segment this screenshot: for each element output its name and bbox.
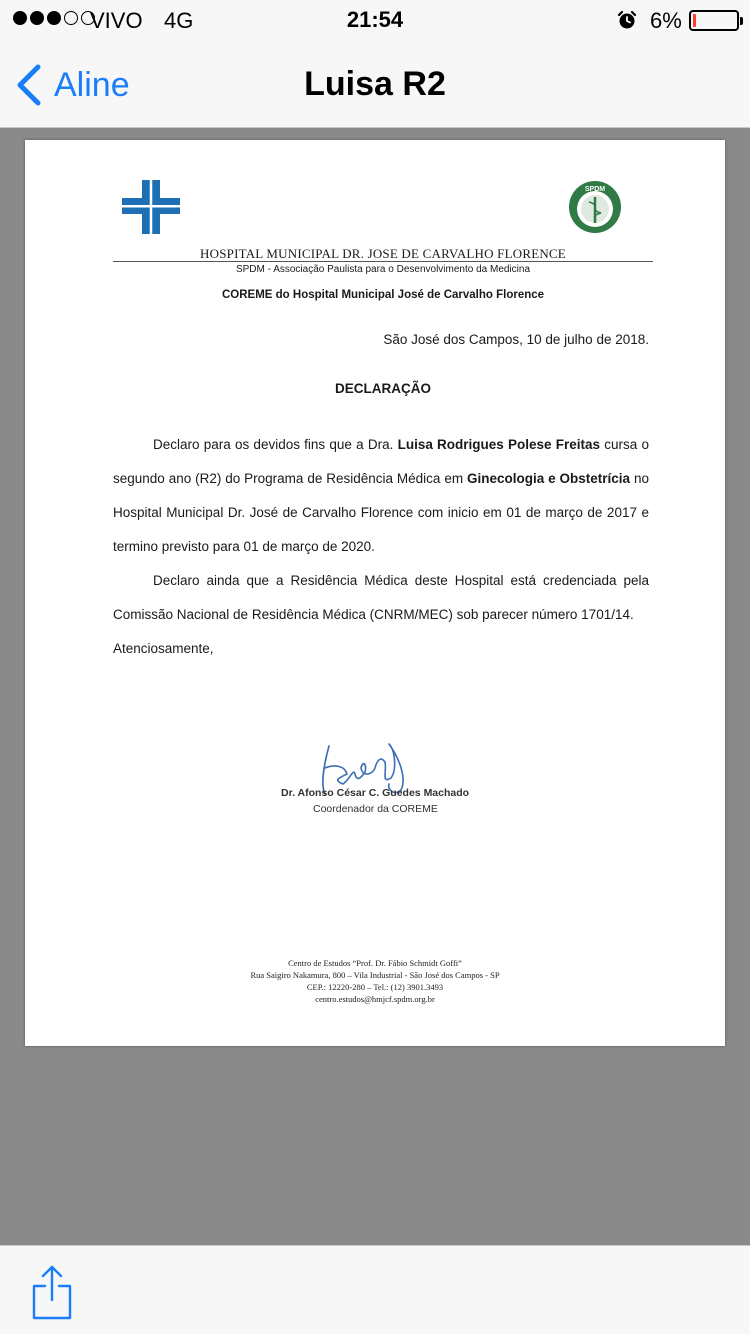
svg-text:SPDM: SPDM — [584, 186, 606, 193]
resident-name: Luisa Rodrigues Polese Freitas — [397, 437, 601, 452]
date-line: São José dos Campos, 10 de julho de 2018. — [383, 332, 649, 347]
document-footer — [125, 957, 625, 1005]
clock: 21:54 — [346, 7, 404, 32]
share-icon[interactable] — [30, 1264, 74, 1320]
spdm-logo — [568, 180, 622, 234]
footer-line: centro.estudos@hmjcf.spdm.org.br — [315, 994, 435, 1004]
alarm-clock-icon — [617, 10, 637, 30]
status-bar — [0, 0, 750, 40]
navigation-bar — [0, 40, 750, 128]
declaration-title: DECLARAÇÃO — [335, 381, 431, 396]
battery-percent: 6% — [650, 8, 682, 33]
paragraph-1 — [113, 428, 649, 564]
coreme-heading: COREME do Hospital Municipal José de Carvalho Florence — [221, 289, 545, 301]
signer-role: Coordenador da COREME — [313, 803, 438, 815]
bottom-toolbar — [0, 1245, 750, 1334]
document-page[interactable] — [25, 140, 725, 1046]
declaration-body — [113, 428, 649, 666]
hospital-name: HOSPITAL MUNICIPAL DR. JOSE DE CARVALHO FLORENCE — [200, 246, 566, 261]
specialty-name: Ginecologia e Obstetrícia — [466, 471, 631, 486]
paragraph-2: Declaro ainda que a Residência Médica deste Hospital está credenciada pela Comissão Nacional de Residência Médica (CNRM/MEC) sob parecer número 1701/14. — [113, 573, 649, 622]
p1-text-a: Declaro para os devidos fins que a Dra. — [153, 437, 398, 452]
network-type: 4G — [164, 8, 194, 33]
battery-icon — [689, 10, 739, 31]
closing: Atenciosamente, — [113, 641, 214, 656]
p1-text-c: no Hospital Municipal Dr. José de Carvalho Florence com inicio em 01 de março de 2017 e termino previsto para 01 de março de 2020. — [113, 471, 649, 554]
carrier-name: VIVO — [90, 8, 143, 33]
footer-line: Centro de Estudos “Prof. Dr. Fábio Schmidt Goffi” — [288, 958, 462, 968]
footer-line: CEP.: 12220-280 – Tel.: (12) 3901.3493 — [306, 982, 444, 992]
p1-text-b: cursa o segundo ano (R2) do Programa de Residência Médica em — [113, 437, 649, 486]
header-divider — [113, 261, 653, 262]
association-name: SPDM - Associação Paulista para o Desenvolvimento da Medicina — [235, 264, 531, 275]
battery-level-fill — [693, 14, 696, 27]
back-button-label: Aline — [54, 65, 130, 104]
signer-name: Dr. Afonso César C. Guedes Machado — [281, 787, 470, 799]
footer-line: Rua Saigiro Nakamura, 800 – Vila Industrial - São José dos Campos - SP — [250, 970, 500, 980]
battery-nub — [740, 17, 743, 25]
page-title: Luisa R2 — [304, 65, 446, 103]
hospital-cross-logo — [122, 180, 180, 234]
